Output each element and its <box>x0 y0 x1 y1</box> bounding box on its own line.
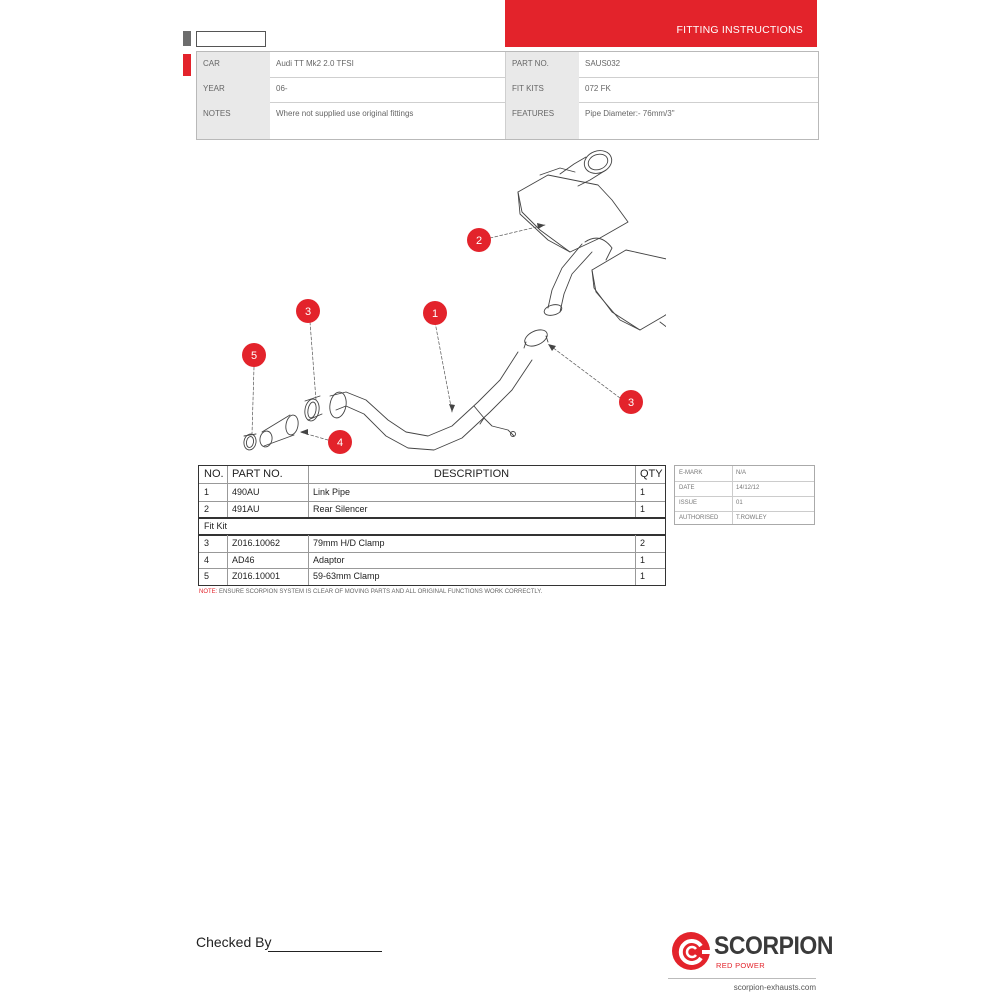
part-quantity: 1 <box>640 571 646 581</box>
approval-value: 14/12/12 <box>736 485 760 491</box>
signature-line <box>268 951 382 952</box>
callout-label: 3 <box>304 306 312 318</box>
part-number: Z016.10001 <box>232 571 281 581</box>
exhaust-diagram <box>196 140 666 465</box>
note-text: ENSURE SCORPION SYSTEM IS CLEAR OF MOVING PARTS AND ALL ORIGINAL FUNCTIONS WORK CORRECTLY. <box>217 589 543 595</box>
column-header: NO. <box>204 468 224 480</box>
callout-5 <box>242 343 266 367</box>
part-number-index: 2 <box>204 504 210 514</box>
part-quantity: 1 <box>640 555 646 565</box>
callout-label: 1 <box>431 308 439 320</box>
callout-3 <box>619 390 643 414</box>
column-header: DESCRIPTION <box>433 468 510 480</box>
table-header-row <box>199 466 665 483</box>
part-quantity: 1 <box>640 487 646 497</box>
info-label: YEAR <box>197 77 270 102</box>
callout-4 <box>328 430 352 454</box>
brand-tagline: RED POWER <box>716 961 765 970</box>
approval-label: E-MARK <box>679 470 703 476</box>
info-label: PART NO. <box>506 52 579 77</box>
approval-label: AUTHORISED <box>679 515 719 521</box>
approval-value: N/A <box>736 470 747 476</box>
info-value: 072 FK <box>585 84 611 93</box>
callout-3 <box>296 299 320 323</box>
table-row <box>199 501 665 518</box>
approval-table <box>674 465 815 525</box>
part-number-index: 1 <box>204 487 210 497</box>
divider <box>308 535 309 585</box>
approval-value: T.ROWLEY <box>736 515 767 521</box>
page-title: FITTING INSTRUCTIONS <box>676 24 803 36</box>
divider <box>635 466 636 517</box>
part-description: 59-63mm Clamp <box>313 571 380 581</box>
info-row <box>197 52 818 78</box>
info-value: Pipe Diameter:- 76mm/3" <box>585 109 675 118</box>
table-row <box>199 568 665 585</box>
part-number: AD46 <box>232 555 255 565</box>
column-header: PART NO. <box>232 468 283 480</box>
approval-row <box>675 496 814 511</box>
divider <box>635 535 636 585</box>
approval-row <box>675 481 814 496</box>
info-label: NOTES <box>197 102 270 139</box>
info-value: 06- <box>276 84 288 93</box>
part-quantity: 1 <box>640 504 646 514</box>
callout-1 <box>423 301 447 325</box>
divider <box>308 466 309 517</box>
info-label: FIT KITS <box>506 77 579 102</box>
fit-kit-row <box>199 518 665 535</box>
part-description: Rear Silencer <box>313 504 368 514</box>
part-description: 79mm H/D Clamp <box>313 538 385 548</box>
leader-lines <box>252 225 620 440</box>
table-row <box>199 484 665 501</box>
part-number-index: 3 <box>204 538 210 548</box>
divider <box>227 535 228 585</box>
website-link[interactable]: scorpion-exhausts.com <box>733 983 816 992</box>
red-marker <box>183 54 191 76</box>
info-row <box>197 102 818 139</box>
part-number-index: 5 <box>204 571 210 581</box>
info-value: Where not supplied use original fittings <box>276 109 414 118</box>
approval-row <box>675 466 814 481</box>
approval-label: ISSUE <box>679 500 698 506</box>
gray-marker <box>183 31 191 46</box>
clamp-drawing <box>303 396 322 422</box>
blank-box <box>196 31 266 47</box>
rear-silencer-drawing <box>518 147 666 344</box>
callout-label: 2 <box>475 235 483 247</box>
info-value: Audi TT Mk2 2.0 TFSI <box>276 59 354 68</box>
note-label: NOTE: <box>199 589 218 595</box>
adaptor-drawing <box>259 414 300 448</box>
checked-by-label: Checked By <box>196 934 272 950</box>
divider <box>668 978 816 979</box>
part-number: Z016.10062 <box>232 538 281 548</box>
column-header: QTY <box>640 468 663 480</box>
callout-2 <box>467 228 491 252</box>
info-label: CAR <box>197 52 270 77</box>
part-number: 490AU <box>232 487 260 497</box>
info-row <box>197 77 818 103</box>
part-number-index: 4 <box>204 555 210 565</box>
leader-arrows <box>300 223 556 435</box>
part-description: Adaptor <box>313 555 345 565</box>
fit-kit-label: Fit Kit <box>204 521 228 531</box>
table-row <box>199 552 665 569</box>
part-quantity: 2 <box>640 538 646 548</box>
brand-name: SCORPION <box>714 932 834 960</box>
approval-value: 01 <box>736 500 743 506</box>
callout-label: 4 <box>336 437 344 449</box>
info-value: SAUS032 <box>585 59 621 68</box>
parts-table <box>198 465 666 586</box>
part-description: Link Pipe <box>313 487 351 497</box>
safety-note <box>199 589 542 595</box>
callout-label: 3 <box>627 397 635 409</box>
divider <box>227 466 228 517</box>
approval-row <box>675 511 814 526</box>
info-label: FEATURES <box>506 102 579 139</box>
approval-label: DATE <box>679 485 695 491</box>
callout-label: 5 <box>250 350 258 362</box>
part-number: 491AU <box>232 504 260 514</box>
table-row <box>199 535 665 552</box>
vehicle-info-table <box>196 51 819 140</box>
clamp-drawing <box>243 433 258 451</box>
divider <box>505 52 506 139</box>
divider <box>732 466 733 524</box>
link-pipe-drawing <box>328 327 550 450</box>
